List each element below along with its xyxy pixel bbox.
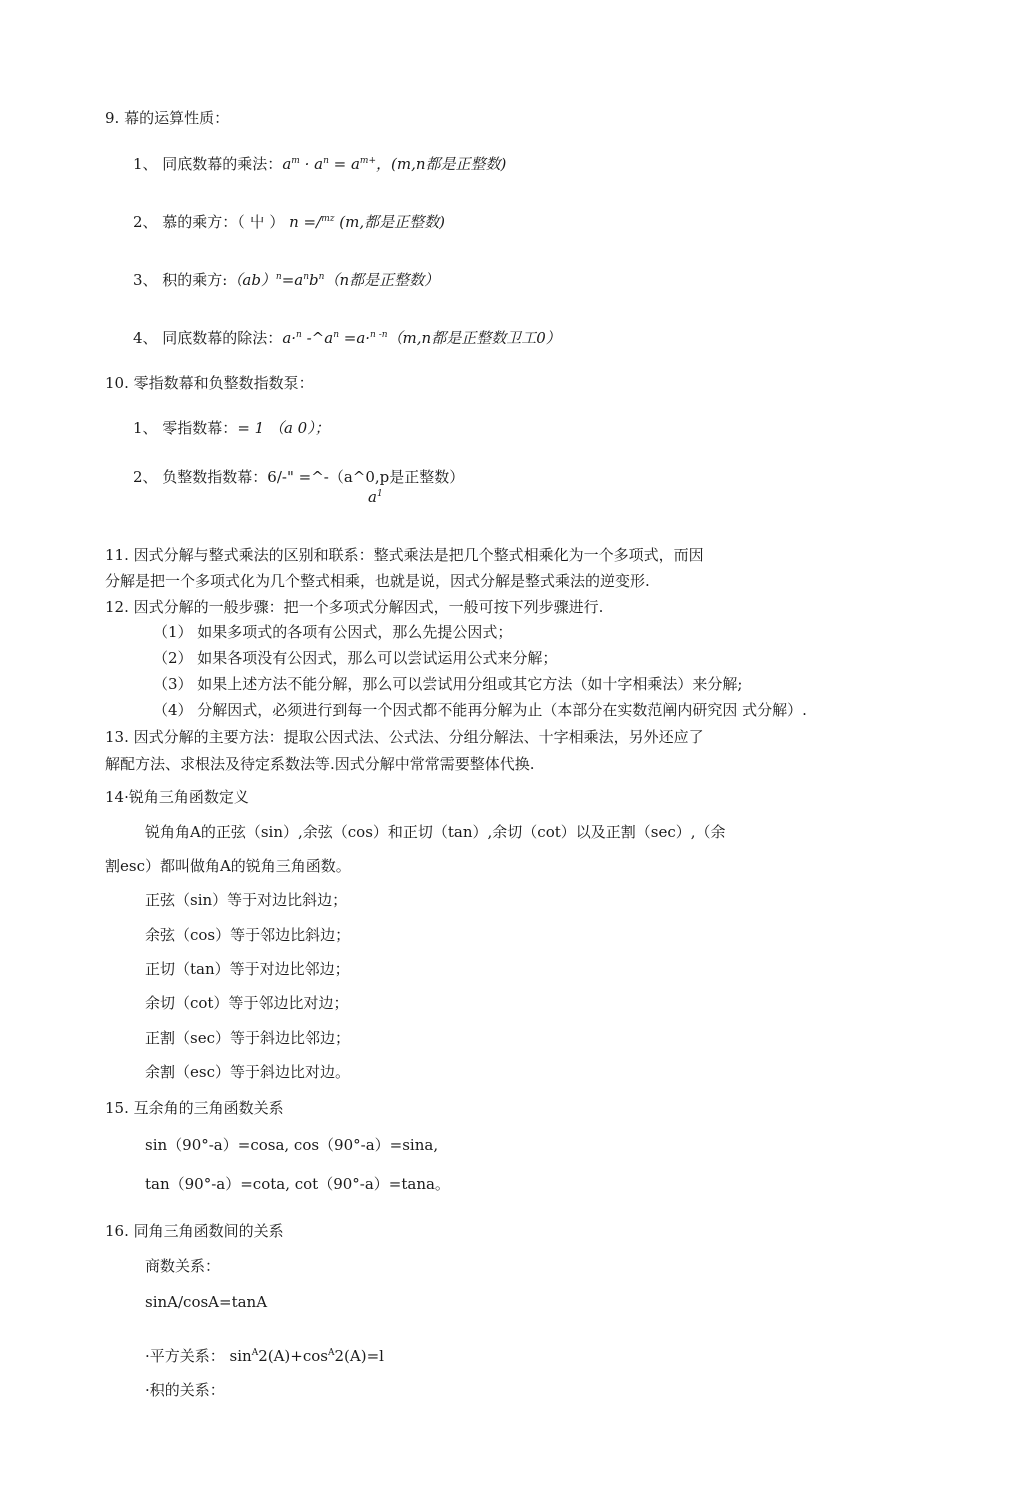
step-4: （4） 分解因式，必须进行到每一个因式都不能再分解为止（本部分在实数范阐内研究因 式分解）. bbox=[153, 701, 807, 719]
formula: = 1 （a 0）； bbox=[237, 419, 330, 437]
product-relation-label: ·积的关系： bbox=[145, 1381, 225, 1399]
section-14-definition-line-2: 割esc）都叫做角A的锐角三角函数。 bbox=[105, 857, 351, 875]
section-9-heading: 9. 幕的运算性质： bbox=[105, 109, 230, 127]
cofunction-sin-cos: sin（90°-a）=cosa, cos（90°-a）=sina, bbox=[145, 1136, 439, 1154]
rule-label: 3、 积的乘方: bbox=[133, 271, 228, 289]
rule-power-of-product bbox=[133, 270, 439, 290]
section-13-line-2: 解配方法、求根法及待定系数法等.因式分解中常常需要整体代换. bbox=[105, 755, 535, 773]
formula: a·$^n$ $-\^{}a^n =a\cdot^{n -n}(m,n$都是正整数卫工0） bbox=[282, 329, 561, 347]
rule-negative-exponent-denominator: $a^1$ bbox=[368, 488, 383, 506]
section-13-line-1: 13. 因式分解的主要方法：提取公因式法、公式法、分组分解法、十字相乘法，另外还应了 bbox=[105, 728, 704, 746]
section-10-heading: 10. 零指数幕和负整数指数泵： bbox=[105, 374, 314, 392]
definition-sin: 正弦（sin）等于对边比斜边； bbox=[145, 891, 348, 909]
rule-power-of-power bbox=[133, 212, 445, 232]
rule-label: 1、 零指数幕： bbox=[133, 419, 238, 437]
rule-label: 4、 同底数幕的除法： bbox=[133, 329, 283, 347]
formula: $(ab)^n=a^nb^n(n$都是正整数） bbox=[227, 271, 440, 289]
step-3: （3） 如果上述方法不能分解，那么可以尝试用分组或其它方法（如十字相乘法）来分解; bbox=[153, 675, 743, 693]
rule-quotient-of-powers bbox=[133, 328, 561, 348]
rule-zero-exponent bbox=[133, 418, 330, 438]
definition-sec: 正割（sec）等于斜边比邻边； bbox=[145, 1029, 350, 1047]
rule-label: 2、 慕的乘方：（ 屮 ） bbox=[133, 213, 285, 231]
section-15-heading: 15. 互余角的三角函数关系 bbox=[105, 1099, 284, 1117]
step-2: （2） 如果各项没有公因式，那么可以尝试运用公式来分解； bbox=[153, 649, 558, 667]
step-1: （1） 如果多项式的各项有公因式，那么先提公因式； bbox=[153, 623, 513, 641]
formula: $a^m \cdot a^n = a^{m+}$，(m,n都是正整数) bbox=[282, 155, 507, 173]
rule-negative-exponent: 2、 负整数指数幕：6/-" =^-（a^0,p是正整数） bbox=[133, 468, 465, 486]
definition-cos: 余弦（cos）等于邻边比斜边； bbox=[145, 926, 351, 944]
section-12-heading: 12. 因式分解的一般步骤：把一个多项式分解因式，一般可按下列步骤进行. bbox=[105, 598, 604, 616]
quotient-relation-label: 商数关系： bbox=[145, 1257, 221, 1275]
formula: n =/$^{mz}$ (m,都是正整数) bbox=[284, 213, 445, 231]
definition-cot: 余切（cot）等于邻边比对边； bbox=[145, 994, 349, 1012]
section-16-heading: 16. 同角三角函数间的关系 bbox=[105, 1222, 284, 1240]
section-14-heading: 14·锐角三角函数定义 bbox=[105, 788, 249, 806]
square-relation: ·平方关系： $\sin^A2(A)+\cos^A2(A)=l$ bbox=[145, 1347, 384, 1365]
definition-csc: 余割（esc）等于斜边比对边。 bbox=[145, 1063, 350, 1081]
section-14-definition-line-1: 锐角角A的正弦（sin）,余弦（cos）和正切（tan）,余切（cot）以及正割（sec）,（余 bbox=[145, 823, 726, 841]
section-11-line-2: 分解是把一个多项式化为几个整式相乘，也就是说，因式分解是整式乘法的逆变形. bbox=[105, 572, 650, 590]
cofunction-tan-cot: tan（90°-a）=cota, cot（90°-a）=tana。 bbox=[145, 1175, 450, 1193]
definition-tan: 正切（tan）等于对边比邻边； bbox=[145, 960, 350, 978]
section-11-line-1: 11. 因式分解与整式乘法的区别和联系：整式乘法是把几个整式相乘化为一个多项式，而因 bbox=[105, 546, 704, 564]
rule-product-of-powers bbox=[133, 154, 506, 174]
quotient-relation-formula: sinA/cosA=tanA bbox=[145, 1293, 268, 1311]
rule-label: 1、 同底数幕的乘法： bbox=[133, 155, 283, 173]
